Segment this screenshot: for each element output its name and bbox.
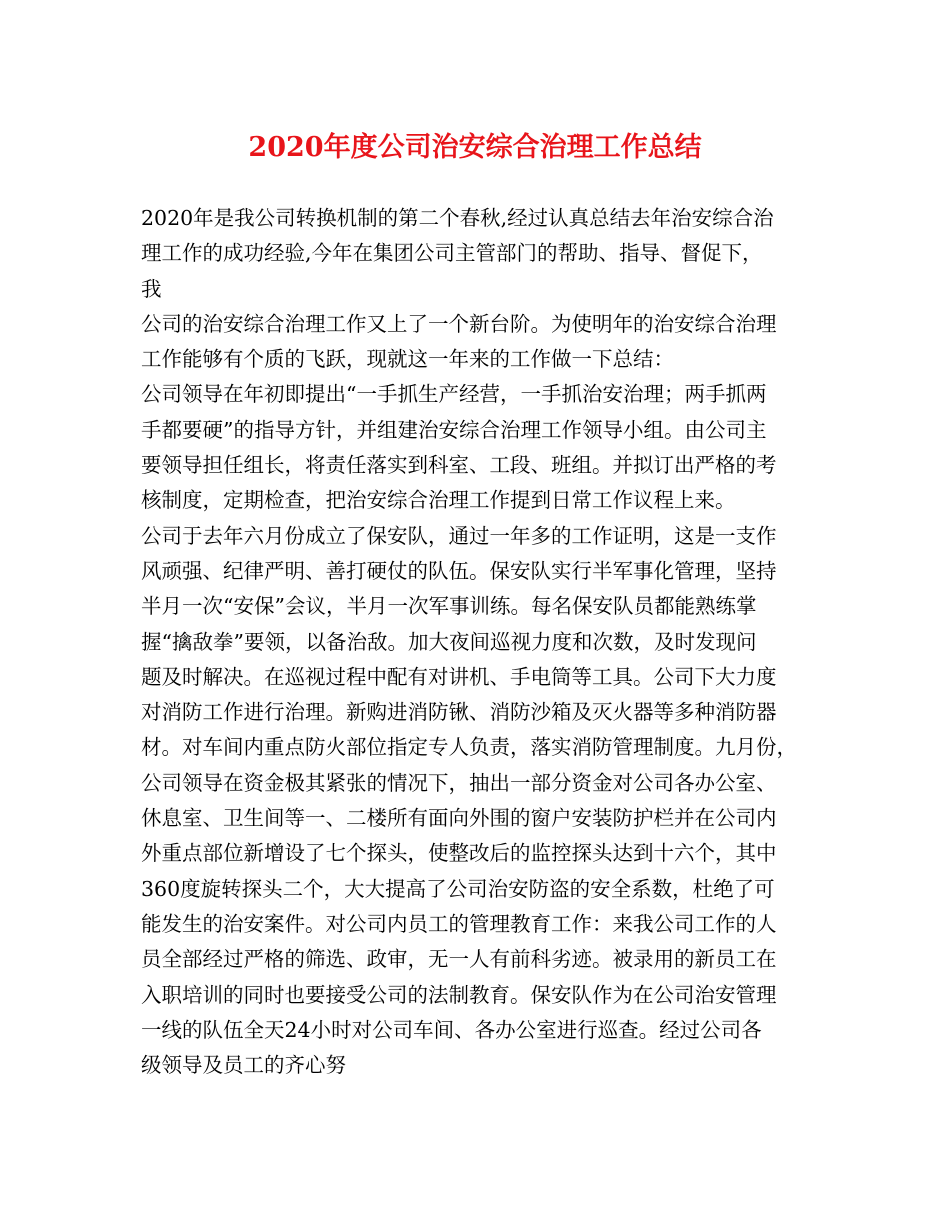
text-line: 对消防工作进行治理。新购进消防锹、消防沙箱及灭火器等多种消防器 <box>141 700 777 725</box>
text-line: 外重点部位新增设了七个探头，使整改后的监控探头达到十六个，其中 <box>141 841 777 866</box>
text-line: 公司领导在年初即提出“一手抓生产经营，一手抓治安治理；两手抓两 <box>141 382 767 407</box>
document-body <box>141 201 831 1083</box>
text-line: 握“擒敌拳”要领，以备治敌。加大夜间巡视力度和次数，及时发现问 <box>141 629 757 654</box>
document-title: 2020年度公司治安综合治理工作总结 <box>248 132 702 163</box>
text-line: 材。对车间内重点防火部位指定专人负责，落实消防管理制度。九月份， <box>141 735 797 760</box>
text-line: 题及时解决。在巡视过程中配有对讲机、手电筒等工具。公司下大力度 <box>141 664 777 689</box>
text-line: 公司领导在资金极其紧张的情况下，抽出一部分资金对公司各办公室、 <box>141 770 777 795</box>
text-line: 休息室、卫生间等一、二楼所有面向外围的窗户安装防护栏并在公司内 <box>141 806 777 831</box>
text-line: 理工作的成功经验,今年在集团公司主管部门的帮助、指导、督促下， <box>141 241 763 266</box>
text-line: 公司的治安综合治理工作又上了一个新台阶。为使明年的治安综合治理 <box>141 311 777 336</box>
text-line: 2020年是我公司转换机制的第二个春秋,经过认真总结去年治安综合治 <box>141 206 774 230</box>
text-line: 360度旋转探头二个，大大提高了公司治安防盗的安全系数，杜绝了可 <box>141 876 775 901</box>
text-line: 半月一次“安保”会议，半月一次军事训练。每名保安队员都能熟练掌 <box>141 594 757 619</box>
text-line: 我 <box>141 276 162 301</box>
text-line: 工作能够有个质的飞跃，现就这一年来的工作做一下总结： <box>141 347 674 372</box>
text-line: 级领导及员工的齐心努 <box>141 1053 346 1078</box>
text-line: 要领导担任组长，将责任落实到科室、工段、班组。并拟订出严格的考 <box>141 453 777 478</box>
text-line: 核制度，定期检查，把治安综合治理工作提到日常工作议程上来。 <box>141 488 736 513</box>
text-line: 能发生的治安案件。对公司内员工的管理教育工作：来我公司工作的人 <box>141 911 777 936</box>
text-line: 员全部经过严格的筛选、政审，无一人有前科劣迹。被录用的新员工在 <box>141 947 777 972</box>
text-line: 风顽强、纪律严明、善打硬仗的队伍。保安队实行半军事化管理，坚持 <box>141 558 777 583</box>
text-line: 手都要硬”的指导方针，并组建治安综合治理工作领导小组。由公司主 <box>141 417 767 442</box>
text-line: 入职培训的同时也要接受公司的法制教育。保安队作为在公司治安管理 <box>141 982 777 1007</box>
text-line: 公司于去年六月份成立了保安队，通过一年多的工作证明，这是一支作 <box>141 523 777 548</box>
text-line: 一线的队伍全天24小时对公司车间、各办公室进行巡查。经过公司各 <box>141 1017 762 1042</box>
